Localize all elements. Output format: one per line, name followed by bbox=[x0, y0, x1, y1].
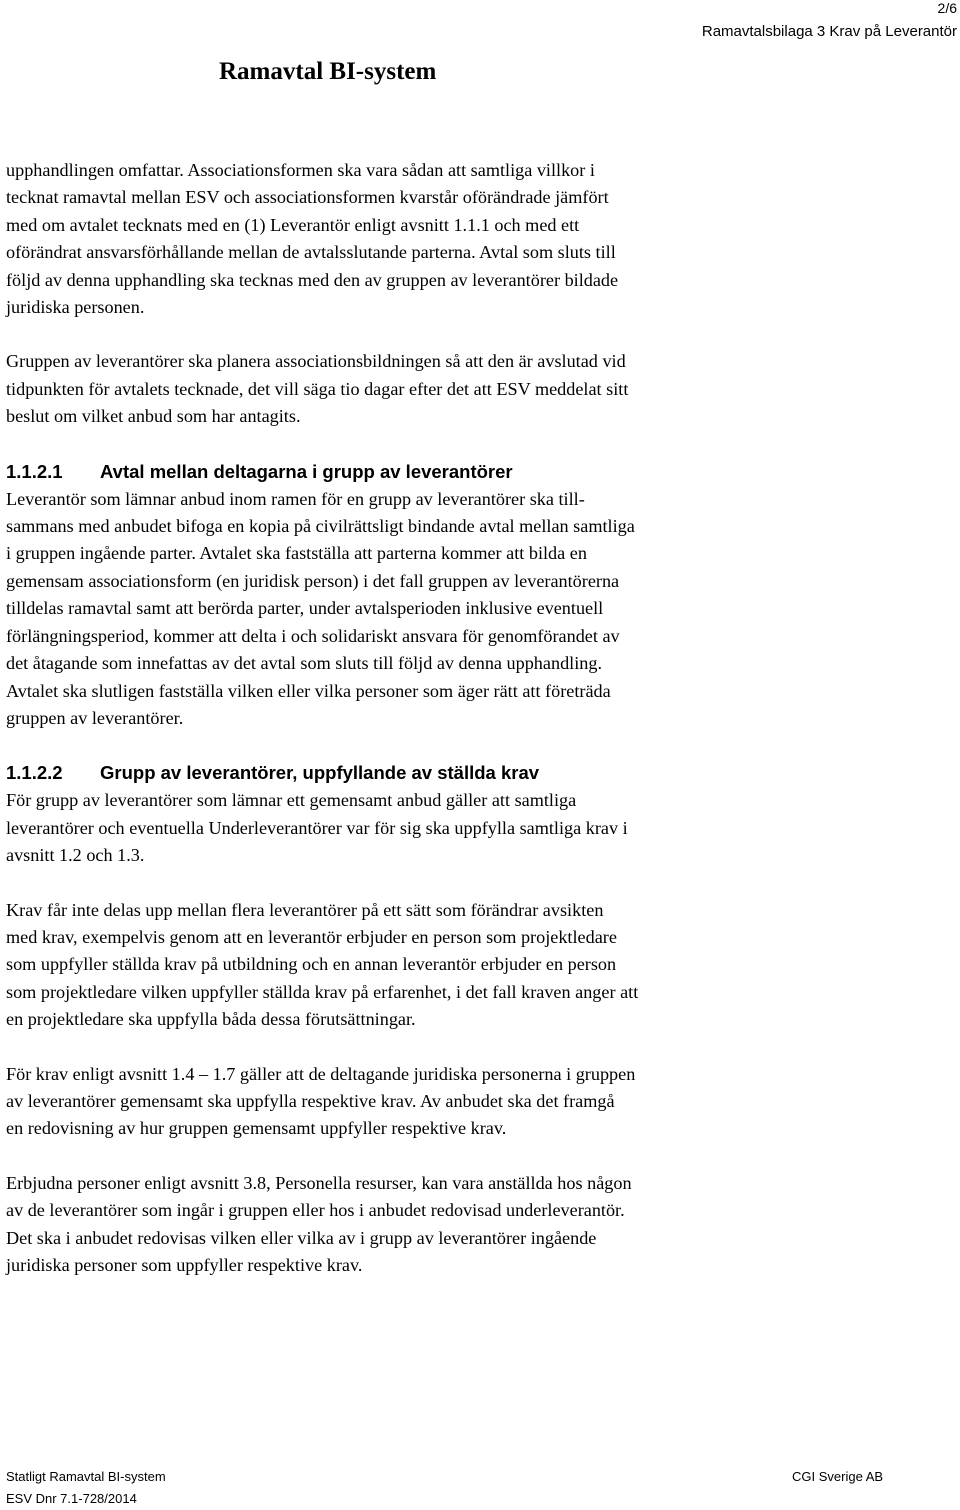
text-line: leverantörer och eventuella Underleverantörer var för sig ska uppfylla samtliga krav i bbox=[6, 817, 628, 838]
text-line: gemensam associationsform (en juridisk person) i det fall gruppen av leverantörerna bbox=[6, 570, 620, 591]
header-subtitle: Ramavtalsbilaga 3 Krav på Leverantör bbox=[701, 23, 957, 40]
section-title: Grupp av leverantörer, uppfyllande av ställda krav bbox=[100, 762, 540, 784]
text-line: oförändrat ansvarsförhållande mellan de avtalsslutande parterna. Avtal som sluts till bbox=[6, 242, 616, 263]
footer-left bbox=[6, 1466, 166, 1510]
text-line: tecknat ramavtal mellan ESV och associationsformen kvarstår oförändrade jämfört bbox=[6, 187, 609, 208]
text-line: som projektledare vilken uppfyller ställda krav på erfarenhet, i det fall kraven anger att bbox=[6, 981, 639, 1002]
text-line: en redovisning av hur gruppen gemensamt uppfyller respektive krav. bbox=[6, 1118, 507, 1139]
text-line: med om avtalet tecknats med en (1) Leverantör enligt avsnitt 1.1.1 och med ett bbox=[6, 214, 580, 235]
footer-reference-number: ESV Dnr 7.1-728/2014 bbox=[6, 1491, 137, 1506]
text-line: i gruppen ingående parter. Avtalet ska fastställa att parterna kommer att bilda en bbox=[6, 543, 587, 564]
text-line: juridiska personer som uppfyller respektive krav. bbox=[6, 1255, 363, 1275]
text-line: Erbjudna personer enligt avsnitt 3.8, Personella resurser, kan vara anställda hos någon bbox=[6, 1172, 632, 1193]
text-line: med krav, exempelvis genom att en leverantör erbjuder en person som projektledare bbox=[6, 926, 617, 947]
paragraph-association-form bbox=[6, 157, 766, 321]
document-body bbox=[6, 157, 766, 1279]
text-line: För grupp av leverantörer som lämnar ett gemensamt anbud gäller att samtliga bbox=[6, 790, 577, 811]
paragraph-split-requirements bbox=[6, 897, 766, 1034]
text-line: av de leverantörer som ingår i gruppen eller hos i anbudet redovisad underleverantör. bbox=[6, 1200, 625, 1221]
section-number: 1.1.2.2 bbox=[6, 762, 63, 784]
text-line: beslut om vilket anbud som har antagits. bbox=[6, 406, 301, 427]
text-line: Det ska i anbudet redovisas vilken eller vilka av i grupp av leverantörer ingående bbox=[6, 1227, 597, 1248]
text-line: som uppfyller ställda krav på utbildning och en annan leverantör erbjuder en person bbox=[6, 954, 617, 975]
footer-company: CGI Sverige AB bbox=[792, 1469, 884, 1484]
section-number: 1.1.2.1 bbox=[6, 460, 63, 482]
footer-contract-name: Statligt Ramavtal BI-system bbox=[6, 1469, 166, 1484]
document-title: Ramavtal BI-system bbox=[219, 58, 437, 85]
text-line: Leverantör som lämnar anbud inom ramen för en grupp av leverantörer ska till- bbox=[6, 488, 585, 509]
text-line: För krav enligt avsnitt 1.4 – 1.7 gäller att de deltagande juridiska personerna i gruppen bbox=[6, 1063, 636, 1084]
text-line: tidpunkten för avtalets tecknade, det vill säga tio dagar efter det att ESV meddelat sitt bbox=[6, 378, 629, 399]
text-line: av leverantörer gemensamt ska uppfylla respektive krav. Av anbudet ska det framgå bbox=[6, 1090, 615, 1111]
text-line: gruppen av leverantörer. bbox=[6, 707, 184, 728]
text-line: det åtagande som innefattas av det avtal som sluts till följd av denna upphandling. bbox=[6, 653, 603, 674]
text-line: tilldelas ramavtal samt att berörda parter, under avtalsperioden inklusive eventuell bbox=[6, 598, 604, 619]
section-heading-1122 bbox=[6, 759, 766, 787]
text-line: sammans med anbudet bifoga en kopia på civilrättsligt bindande avtal mellan samtliga bbox=[6, 516, 635, 537]
text-line: Krav får inte delas upp mellan flera leverantörer på ett sätt som förändrar avsikten bbox=[6, 899, 604, 920]
paragraph-personnel bbox=[6, 1170, 766, 1280]
text-line: juridiska personen. bbox=[6, 297, 145, 318]
text-line: Avtalet ska slutligen fastställa vilken eller vilka personer som äger rätt att företräda bbox=[6, 680, 611, 701]
text-line: avsnitt 1.2 och 1.3. bbox=[6, 845, 145, 866]
text-line: förlängningsperiod, kommer att delta i och solidariskt ansvara för genomförandet av bbox=[6, 625, 620, 646]
paragraph-agreement bbox=[6, 486, 766, 733]
paragraph-planning bbox=[6, 348, 766, 430]
paragraph-joint-requirements bbox=[6, 1061, 766, 1143]
text-line: en projektledare ska uppfylla båda dessa förutsättningar. bbox=[6, 1009, 416, 1030]
text-line: Gruppen av leverantörer ska planera associationsbildningen så att den är avslutad vid bbox=[6, 351, 626, 372]
paragraph-requirements bbox=[6, 787, 766, 869]
text-line: upphandlingen omfattar. Associationsformen ska vara sådan att samtliga villkor i bbox=[6, 160, 595, 180]
page-number: 2/6 bbox=[937, 0, 957, 16]
section-title: Avtal mellan deltagarna i grupp av leverantörer bbox=[100, 460, 513, 482]
text-line: följd av denna upphandling ska tecknas med den av gruppen av leverantörer bildade bbox=[6, 269, 619, 290]
section-heading-1121 bbox=[6, 458, 766, 486]
